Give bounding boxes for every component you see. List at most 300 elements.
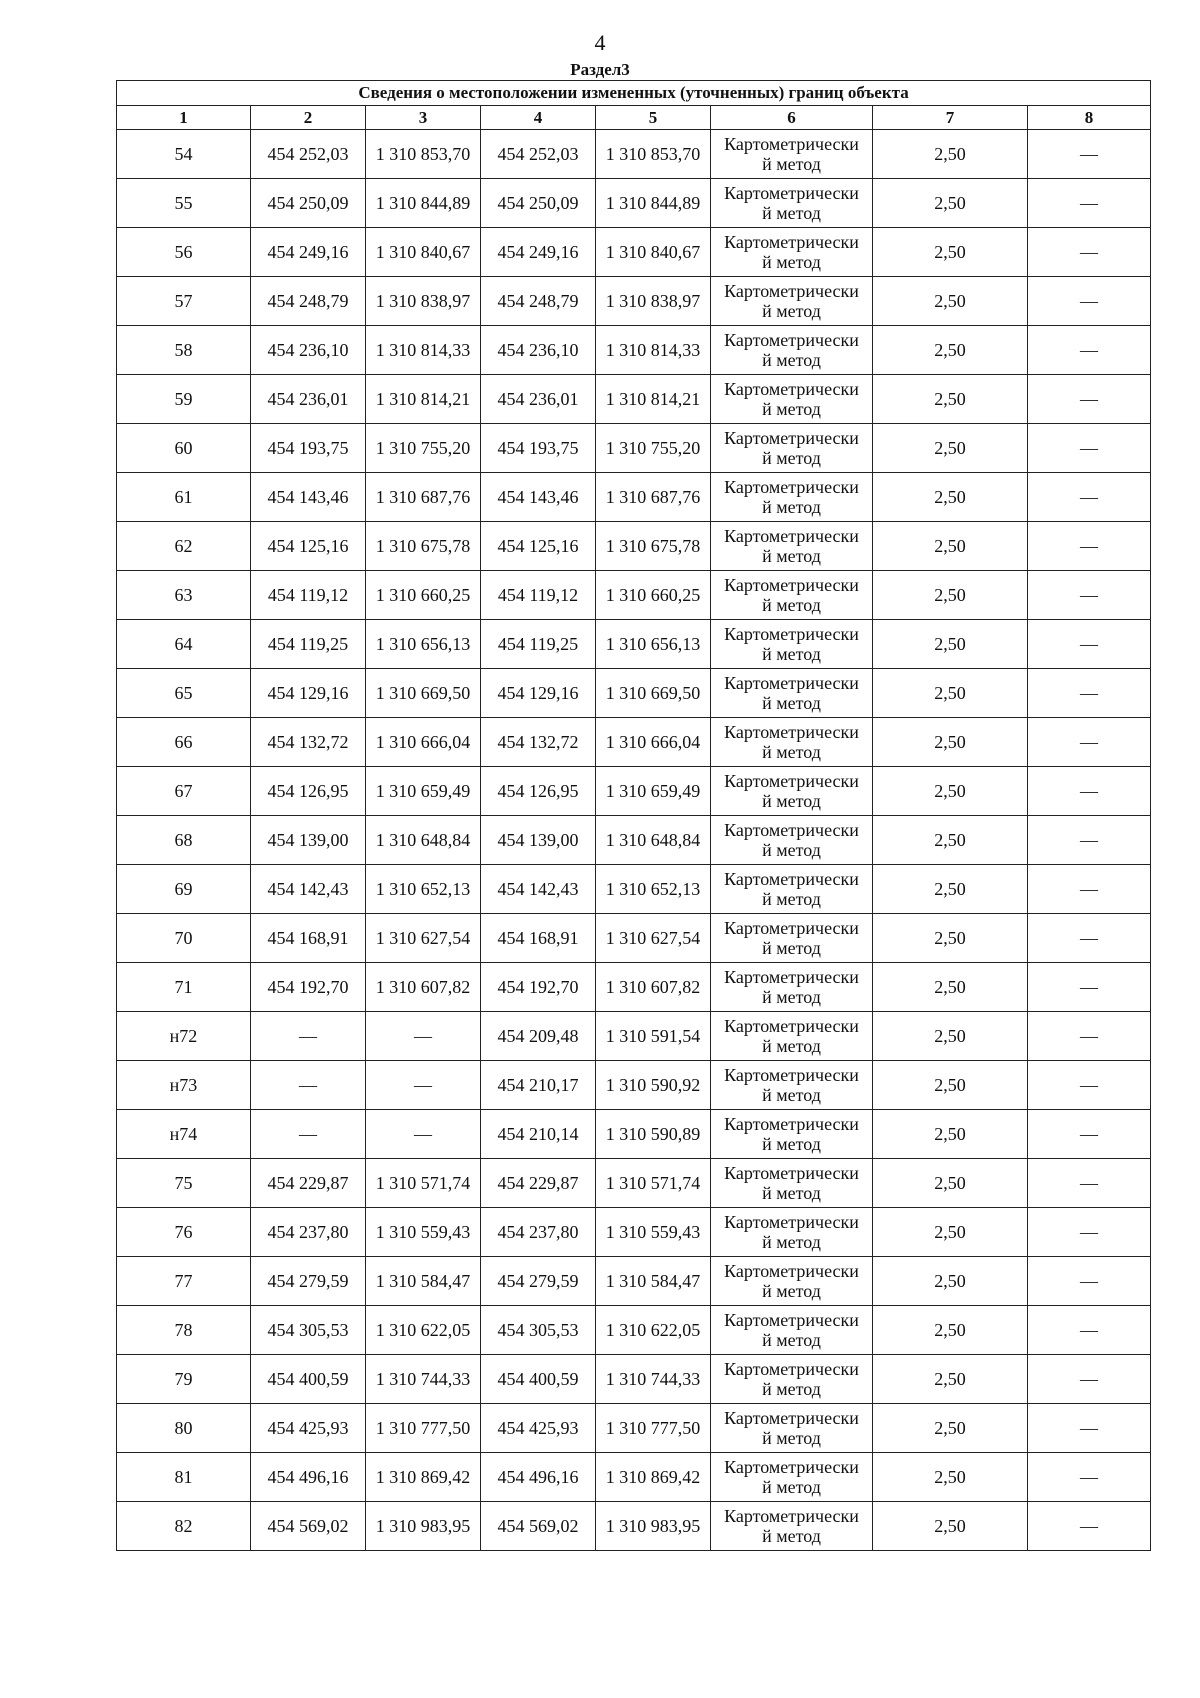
method-text-line2: й метод xyxy=(762,889,821,909)
point-number-cell: 56 xyxy=(117,228,251,277)
method-text-line1: Картометрически xyxy=(724,1261,859,1281)
accuracy-cell: 2,50 xyxy=(873,767,1028,816)
x-new-cell: 454 210,14 xyxy=(481,1110,596,1159)
x-new-cell: 454 168,91 xyxy=(481,914,596,963)
method-text-line1: Картометрически xyxy=(724,1408,859,1428)
method-text-line1: Картометрически xyxy=(724,379,859,399)
accuracy-cell: 2,50 xyxy=(873,522,1028,571)
table-row xyxy=(117,424,1151,473)
y-new-cell: 1 310 838,97 xyxy=(596,277,711,326)
accuracy-cell: 2,50 xyxy=(873,1012,1028,1061)
x-existing-cell: 454 252,03 xyxy=(251,130,366,179)
x-existing-cell: — xyxy=(251,1061,366,1110)
column-8-cell: — xyxy=(1028,914,1151,963)
x-new-cell: 454 250,09 xyxy=(481,179,596,228)
table-row xyxy=(117,375,1151,424)
y-existing-cell: 1 310 659,49 xyxy=(366,767,481,816)
method-text-line1: Картометрически xyxy=(724,1065,859,1085)
method-text-line2: й метод xyxy=(762,644,821,664)
x-existing-cell: 454 125,16 xyxy=(251,522,366,571)
accuracy-cell: 2,50 xyxy=(873,865,1028,914)
method-cell xyxy=(711,1257,873,1306)
y-existing-cell: 1 310 814,33 xyxy=(366,326,481,375)
column-8-cell: — xyxy=(1028,1012,1151,1061)
point-number-cell: 67 xyxy=(117,767,251,816)
x-new-cell: 454 237,80 xyxy=(481,1208,596,1257)
x-new-cell: 454 143,46 xyxy=(481,473,596,522)
method-text-line1: Картометрически xyxy=(724,183,859,203)
column-number: 1 xyxy=(117,106,251,130)
point-number-cell: 80 xyxy=(117,1404,251,1453)
method-text-line2: й метод xyxy=(762,987,821,1007)
method-cell xyxy=(711,963,873,1012)
column-8-cell: — xyxy=(1028,816,1151,865)
y-existing-cell: 1 310 844,89 xyxy=(366,179,481,228)
y-existing-cell: — xyxy=(366,1012,481,1061)
y-new-cell: 1 310 666,04 xyxy=(596,718,711,767)
table-row xyxy=(117,571,1151,620)
point-number-cell: 62 xyxy=(117,522,251,571)
x-new-cell: 454 569,02 xyxy=(481,1502,596,1551)
column-number: 3 xyxy=(366,106,481,130)
y-new-cell: 1 310 659,49 xyxy=(596,767,711,816)
method-text-line2: й метод xyxy=(762,1477,821,1497)
x-new-cell: 454 496,16 xyxy=(481,1453,596,1502)
x-new-cell: 454 425,93 xyxy=(481,1404,596,1453)
accuracy-cell: 2,50 xyxy=(873,179,1028,228)
table-row xyxy=(117,1355,1151,1404)
table-row xyxy=(117,1404,1151,1453)
y-existing-cell: 1 310 666,04 xyxy=(366,718,481,767)
y-existing-cell: 1 310 814,21 xyxy=(366,375,481,424)
column-8-cell: — xyxy=(1028,277,1151,326)
y-existing-cell: 1 310 840,67 xyxy=(366,228,481,277)
method-text-line1: Картометрически xyxy=(724,1457,859,1477)
y-new-cell: 1 310 656,13 xyxy=(596,620,711,669)
method-text-line1: Картометрически xyxy=(724,428,859,448)
point-number-cell: 55 xyxy=(117,179,251,228)
method-cell xyxy=(711,130,873,179)
accuracy-cell: 2,50 xyxy=(873,620,1028,669)
column-number-row xyxy=(117,106,1151,130)
y-existing-cell: 1 310 648,84 xyxy=(366,816,481,865)
table-row xyxy=(117,1159,1151,1208)
y-new-cell: 1 310 591,54 xyxy=(596,1012,711,1061)
method-text-line2: й метод xyxy=(762,742,821,762)
table-row xyxy=(117,1208,1151,1257)
method-cell xyxy=(711,228,873,277)
method-cell xyxy=(711,1208,873,1257)
accuracy-cell: 2,50 xyxy=(873,424,1028,473)
x-existing-cell: 454 248,79 xyxy=(251,277,366,326)
column-8-cell: — xyxy=(1028,767,1151,816)
method-text-line2: й метод xyxy=(762,252,821,272)
accuracy-cell: 2,50 xyxy=(873,1502,1028,1551)
y-new-cell: 1 310 607,82 xyxy=(596,963,711,1012)
y-new-cell: 1 310 983,95 xyxy=(596,1502,711,1551)
accuracy-cell: 2,50 xyxy=(873,963,1028,1012)
column-number: 6 xyxy=(711,106,873,130)
method-text-line1: Картометрически xyxy=(724,1506,859,1526)
section-title: Раздел3 xyxy=(570,60,630,79)
column-8-cell: — xyxy=(1028,1208,1151,1257)
y-existing-cell: 1 310 627,54 xyxy=(366,914,481,963)
x-new-cell: 454 119,25 xyxy=(481,620,596,669)
method-text-line1: Картометрически xyxy=(724,967,859,987)
accuracy-cell: 2,50 xyxy=(873,1306,1028,1355)
y-existing-cell: 1 310 584,47 xyxy=(366,1257,481,1306)
y-existing-cell: 1 310 660,25 xyxy=(366,571,481,620)
point-number-cell: 81 xyxy=(117,1453,251,1502)
x-new-cell: 454 248,79 xyxy=(481,277,596,326)
point-number-cell: 54 xyxy=(117,130,251,179)
method-cell xyxy=(711,914,873,963)
y-existing-cell: 1 310 622,05 xyxy=(366,1306,481,1355)
accuracy-cell: 2,50 xyxy=(873,1404,1028,1453)
y-existing-cell: 1 310 571,74 xyxy=(366,1159,481,1208)
point-number-cell: 76 xyxy=(117,1208,251,1257)
x-existing-cell: 454 249,16 xyxy=(251,228,366,277)
y-new-cell: 1 310 687,76 xyxy=(596,473,711,522)
column-8-cell: — xyxy=(1028,865,1151,914)
column-8-cell: — xyxy=(1028,326,1151,375)
method-text-line1: Картометрически xyxy=(724,232,859,252)
point-number-cell: 77 xyxy=(117,1257,251,1306)
table-row xyxy=(117,1502,1151,1551)
table-body xyxy=(117,130,1151,1551)
x-new-cell: 454 229,87 xyxy=(481,1159,596,1208)
method-cell xyxy=(711,816,873,865)
method-text-line2: й метод xyxy=(762,1085,821,1105)
column-8-cell: — xyxy=(1028,1502,1151,1551)
column-number: 5 xyxy=(596,106,711,130)
method-text-line1: Картометрически xyxy=(724,1359,859,1379)
y-new-cell: 1 310 744,33 xyxy=(596,1355,711,1404)
x-new-cell: 454 400,59 xyxy=(481,1355,596,1404)
column-8-cell: — xyxy=(1028,1404,1151,1453)
y-new-cell: 1 310 590,92 xyxy=(596,1061,711,1110)
y-new-cell: 1 310 669,50 xyxy=(596,669,711,718)
page-number: 4 xyxy=(594,30,606,55)
method-cell xyxy=(711,326,873,375)
method-cell xyxy=(711,1159,873,1208)
method-cell xyxy=(711,865,873,914)
table-row xyxy=(117,179,1151,228)
method-text-line2: й метод xyxy=(762,1526,821,1546)
x-existing-cell: 454 132,72 xyxy=(251,718,366,767)
accuracy-cell: 2,50 xyxy=(873,473,1028,522)
x-new-cell: 454 142,43 xyxy=(481,865,596,914)
point-number-cell: 61 xyxy=(117,473,251,522)
table-caption: Сведения о местоположении измененных (уточненных) границ объекта xyxy=(117,81,1151,106)
x-existing-cell: 454 192,70 xyxy=(251,963,366,1012)
column-8-cell: — xyxy=(1028,1061,1151,1110)
y-new-cell: 1 310 869,42 xyxy=(596,1453,711,1502)
x-existing-cell: 454 168,91 xyxy=(251,914,366,963)
x-new-cell: 454 249,16 xyxy=(481,228,596,277)
method-cell xyxy=(711,1453,873,1502)
point-number-cell: 60 xyxy=(117,424,251,473)
table-row xyxy=(117,277,1151,326)
table-row xyxy=(117,767,1151,816)
x-existing-cell: 454 119,12 xyxy=(251,571,366,620)
method-text-line1: Картометрически xyxy=(724,575,859,595)
y-existing-cell: 1 310 669,50 xyxy=(366,669,481,718)
column-number: 8 xyxy=(1028,106,1151,130)
column-8-cell: — xyxy=(1028,522,1151,571)
x-existing-cell: 454 569,02 xyxy=(251,1502,366,1551)
x-existing-cell: — xyxy=(251,1012,366,1061)
method-cell xyxy=(711,473,873,522)
method-text-line2: й метод xyxy=(762,399,821,419)
x-new-cell: 454 236,10 xyxy=(481,326,596,375)
column-8-cell: — xyxy=(1028,963,1151,1012)
point-number-cell: 65 xyxy=(117,669,251,718)
column-8-cell: — xyxy=(1028,571,1151,620)
method-cell xyxy=(711,1355,873,1404)
y-new-cell: 1 310 559,43 xyxy=(596,1208,711,1257)
method-text-line1: Картометрически xyxy=(724,673,859,693)
point-number-cell: 70 xyxy=(117,914,251,963)
y-new-cell: 1 310 571,74 xyxy=(596,1159,711,1208)
method-cell xyxy=(711,718,873,767)
method-text-line1: Картометрически xyxy=(724,1114,859,1134)
method-cell xyxy=(711,767,873,816)
method-cell xyxy=(711,669,873,718)
accuracy-cell: 2,50 xyxy=(873,130,1028,179)
y-new-cell: 1 310 814,21 xyxy=(596,375,711,424)
y-existing-cell: 1 310 652,13 xyxy=(366,865,481,914)
method-text-line2: й метод xyxy=(762,1281,821,1301)
method-text-line2: й метод xyxy=(762,693,821,713)
method-text-line2: й метод xyxy=(762,1134,821,1154)
boundary-coordinates-table xyxy=(116,80,1151,1551)
x-existing-cell: 454 143,46 xyxy=(251,473,366,522)
table-row xyxy=(117,914,1151,963)
method-text-line2: й метод xyxy=(762,497,821,517)
column-8-cell: — xyxy=(1028,718,1151,767)
x-new-cell: 454 210,17 xyxy=(481,1061,596,1110)
y-existing-cell: 1 310 607,82 xyxy=(366,963,481,1012)
point-number-cell: н74 xyxy=(117,1110,251,1159)
table-row xyxy=(117,816,1151,865)
point-number-cell: н73 xyxy=(117,1061,251,1110)
column-8-cell: — xyxy=(1028,130,1151,179)
accuracy-cell: 2,50 xyxy=(873,1355,1028,1404)
y-new-cell: 1 310 814,33 xyxy=(596,326,711,375)
point-number-cell: 57 xyxy=(117,277,251,326)
accuracy-cell: 2,50 xyxy=(873,375,1028,424)
x-new-cell: 454 193,75 xyxy=(481,424,596,473)
x-existing-cell: 454 229,87 xyxy=(251,1159,366,1208)
accuracy-cell: 2,50 xyxy=(873,277,1028,326)
method-cell xyxy=(711,571,873,620)
method-cell xyxy=(711,1502,873,1551)
accuracy-cell: 2,50 xyxy=(873,571,1028,620)
x-existing-cell: 454 129,16 xyxy=(251,669,366,718)
accuracy-cell: 2,50 xyxy=(873,914,1028,963)
method-cell xyxy=(711,1110,873,1159)
y-existing-cell: 1 310 675,78 xyxy=(366,522,481,571)
point-number-cell: 71 xyxy=(117,963,251,1012)
x-new-cell: 454 236,01 xyxy=(481,375,596,424)
point-number-cell: 82 xyxy=(117,1502,251,1551)
y-new-cell: 1 310 777,50 xyxy=(596,1404,711,1453)
x-new-cell: 454 125,16 xyxy=(481,522,596,571)
method-text-line1: Картометрически xyxy=(724,918,859,938)
x-existing-cell: 454 193,75 xyxy=(251,424,366,473)
point-number-cell: 75 xyxy=(117,1159,251,1208)
point-number-cell: 66 xyxy=(117,718,251,767)
y-new-cell: 1 310 660,25 xyxy=(596,571,711,620)
method-text-line1: Картометрически xyxy=(724,1163,859,1183)
accuracy-cell: 2,50 xyxy=(873,669,1028,718)
column-8-cell: — xyxy=(1028,1355,1151,1404)
y-existing-cell: 1 310 869,42 xyxy=(366,1453,481,1502)
method-text-line2: й метод xyxy=(762,350,821,370)
table-row xyxy=(117,669,1151,718)
accuracy-cell: 2,50 xyxy=(873,1208,1028,1257)
y-existing-cell: 1 310 838,97 xyxy=(366,277,481,326)
point-number-cell: 68 xyxy=(117,816,251,865)
x-new-cell: 454 279,59 xyxy=(481,1257,596,1306)
column-8-cell: — xyxy=(1028,620,1151,669)
method-text-line1: Картометрически xyxy=(724,869,859,889)
x-existing-cell: 454 236,10 xyxy=(251,326,366,375)
method-cell xyxy=(711,1404,873,1453)
method-text-line1: Картометрически xyxy=(724,281,859,301)
y-new-cell: 1 310 675,78 xyxy=(596,522,711,571)
table-row xyxy=(117,326,1151,375)
x-existing-cell: 454 250,09 xyxy=(251,179,366,228)
table-row xyxy=(117,473,1151,522)
point-number-cell: 58 xyxy=(117,326,251,375)
table-row xyxy=(117,865,1151,914)
accuracy-cell: 2,50 xyxy=(873,816,1028,865)
table-row xyxy=(117,963,1151,1012)
method-cell xyxy=(711,179,873,228)
y-existing-cell: 1 310 744,33 xyxy=(366,1355,481,1404)
x-new-cell: 454 192,70 xyxy=(481,963,596,1012)
method-cell xyxy=(711,1061,873,1110)
y-existing-cell: 1 310 983,95 xyxy=(366,1502,481,1551)
y-existing-cell: 1 310 559,43 xyxy=(366,1208,481,1257)
y-new-cell: 1 310 853,70 xyxy=(596,130,711,179)
x-new-cell: 454 132,72 xyxy=(481,718,596,767)
method-text-line2: й метод xyxy=(762,1330,821,1350)
method-text-line2: й метод xyxy=(762,1428,821,1448)
x-new-cell: 454 252,03 xyxy=(481,130,596,179)
y-new-cell: 1 310 584,47 xyxy=(596,1257,711,1306)
method-text-line1: Картометрически xyxy=(724,1016,859,1036)
table-row xyxy=(117,1012,1151,1061)
point-number-cell: 78 xyxy=(117,1306,251,1355)
table-row xyxy=(117,1110,1151,1159)
accuracy-cell: 2,50 xyxy=(873,1257,1028,1306)
method-text-line1: Картометрически xyxy=(724,526,859,546)
accuracy-cell: 2,50 xyxy=(873,1159,1028,1208)
method-text-line2: й метод xyxy=(762,301,821,321)
method-cell xyxy=(711,424,873,473)
column-8-cell: — xyxy=(1028,1453,1151,1502)
y-new-cell: 1 310 844,89 xyxy=(596,179,711,228)
y-new-cell: 1 310 648,84 xyxy=(596,816,711,865)
y-new-cell: 1 310 627,54 xyxy=(596,914,711,963)
x-new-cell: 454 119,12 xyxy=(481,571,596,620)
column-8-cell: — xyxy=(1028,1110,1151,1159)
column-8-cell: — xyxy=(1028,669,1151,718)
y-existing-cell: 1 310 853,70 xyxy=(366,130,481,179)
accuracy-cell: 2,50 xyxy=(873,1453,1028,1502)
method-cell xyxy=(711,1306,873,1355)
x-existing-cell: 454 305,53 xyxy=(251,1306,366,1355)
method-text-line2: й метод xyxy=(762,154,821,174)
column-number: 2 xyxy=(251,106,366,130)
method-text-line2: й метод xyxy=(762,840,821,860)
x-existing-cell: 454 400,59 xyxy=(251,1355,366,1404)
method-cell xyxy=(711,375,873,424)
method-text-line1: Картометрически xyxy=(724,477,859,497)
table-row xyxy=(117,130,1151,179)
column-8-cell: — xyxy=(1028,179,1151,228)
method-text-line2: й метод xyxy=(762,1379,821,1399)
x-new-cell: 454 305,53 xyxy=(481,1306,596,1355)
x-existing-cell: 454 139,00 xyxy=(251,816,366,865)
method-text-line2: й метод xyxy=(762,791,821,811)
accuracy-cell: 2,50 xyxy=(873,228,1028,277)
accuracy-cell: 2,50 xyxy=(873,1061,1028,1110)
x-new-cell: 454 209,48 xyxy=(481,1012,596,1061)
y-existing-cell: — xyxy=(366,1061,481,1110)
y-existing-cell: 1 310 777,50 xyxy=(366,1404,481,1453)
point-number-cell: н72 xyxy=(117,1012,251,1061)
point-number-cell: 63 xyxy=(117,571,251,620)
column-8-cell: — xyxy=(1028,375,1151,424)
method-text-line2: й метод xyxy=(762,448,821,468)
method-text-line2: й метод xyxy=(762,1036,821,1056)
column-8-cell: — xyxy=(1028,228,1151,277)
y-existing-cell: 1 310 687,76 xyxy=(366,473,481,522)
column-8-cell: — xyxy=(1028,1257,1151,1306)
method-text-line2: й метод xyxy=(762,938,821,958)
method-text-line1: Картометрически xyxy=(724,771,859,791)
x-existing-cell: 454 126,95 xyxy=(251,767,366,816)
y-new-cell: 1 310 652,13 xyxy=(596,865,711,914)
table-row xyxy=(117,1306,1151,1355)
method-cell xyxy=(711,1012,873,1061)
x-existing-cell: 454 279,59 xyxy=(251,1257,366,1306)
column-number: 4 xyxy=(481,106,596,130)
method-text-line2: й метод xyxy=(762,203,821,223)
method-text-line1: Картометрически xyxy=(724,722,859,742)
table-row xyxy=(117,718,1151,767)
x-existing-cell: 454 236,01 xyxy=(251,375,366,424)
method-text-line1: Картометрически xyxy=(724,134,859,154)
column-8-cell: — xyxy=(1028,1306,1151,1355)
x-new-cell: 454 139,00 xyxy=(481,816,596,865)
accuracy-cell: 2,50 xyxy=(873,718,1028,767)
table-row xyxy=(117,228,1151,277)
x-existing-cell: 454 119,25 xyxy=(251,620,366,669)
table-row xyxy=(117,1453,1151,1502)
x-existing-cell: — xyxy=(251,1110,366,1159)
column-8-cell: — xyxy=(1028,1159,1151,1208)
method-text-line2: й метод xyxy=(762,1232,821,1252)
method-cell xyxy=(711,620,873,669)
y-existing-cell: 1 310 656,13 xyxy=(366,620,481,669)
y-new-cell: 1 310 622,05 xyxy=(596,1306,711,1355)
column-8-cell: — xyxy=(1028,473,1151,522)
